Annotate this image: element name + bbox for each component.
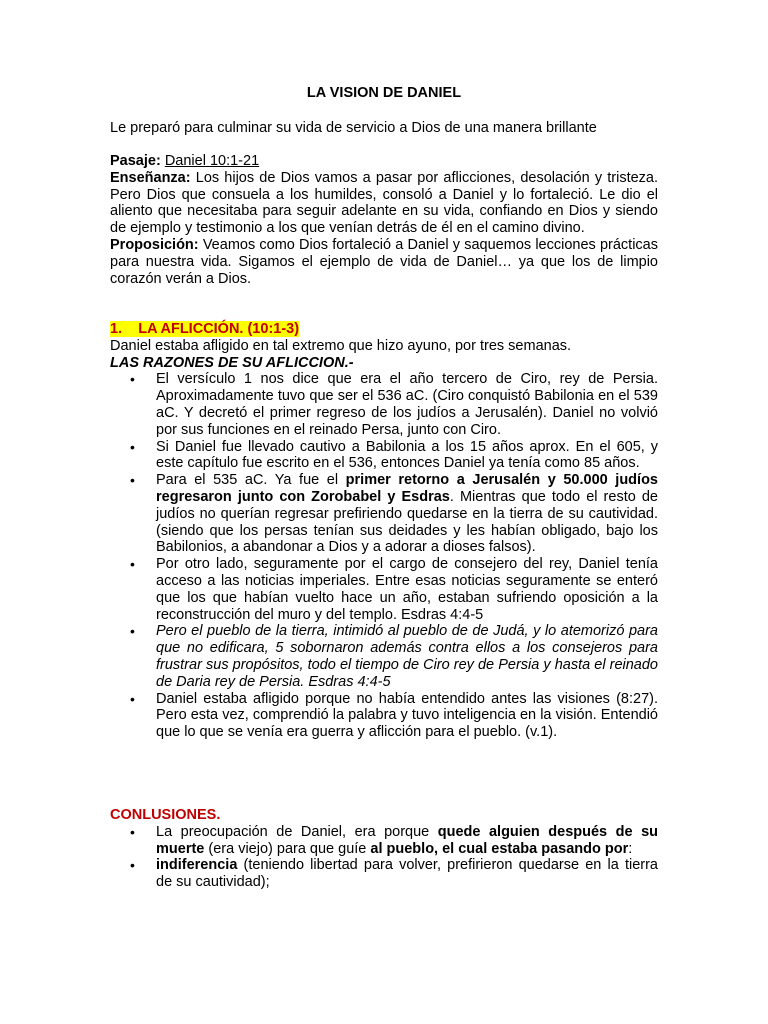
ensenanza-text: Los hijos de Dios vamos a pasar por aflicciones, desolación y tristeza. Pero Dios que consuela a los humildes, consoló a Daniel y lo fortaleció. Le dio el aliento que necesitaba para seguir adelante en su vida, confiando en Dios y siendo de ejemplo y testimonio a los que venían detrás de él en el camino divino. — [110, 169, 658, 237]
bullet-icon: • — [130, 472, 135, 489]
list-item: • El versículo 1 nos dice que era el año tercero de Ciro, rey de Persia. Aproximadamente tuvo que ser el 536 aC. (Ciro conquistó Babilonia en el 539 aC. Y decretó el primer regreso de los judíos a Jerusalén). Daniel no volvió por sus funciones en el reinado Persa, junto con Ciro. — [130, 371, 658, 438]
bullet-icon: • — [130, 556, 135, 573]
conclusiones-list — [110, 824, 658, 891]
list-item: • Pero el pueblo de la tierra, intimidó al pueblo de de Judá, y lo atemorizó para que no edificara, 5 sobornaron además contra ellos a los consejeros para frustrar sus propósitos, todo el tiempo de Ciro rey de Persia y hasta el reinado de Daria rey de Persia. Esdras 4:4-5 — [130, 623, 658, 690]
bullet-icon: • — [130, 371, 135, 388]
ensenanza-paragraph — [110, 170, 658, 237]
bullet-icon: • — [130, 438, 135, 455]
proposicion-paragraph — [110, 237, 658, 287]
section-subheading: LAS RAZONES DE SU AFLICCION.- — [110, 354, 354, 371]
list-item: • Por otro lado, seguramente por el cargo de consejero del rey, Daniel tenía acceso a las noticias imperiales. Entre esas noticias seguramente se enteró que los que habían vuelto hace un año, estaban sufriendo oposición a la reconstrucción del muro y del templo. Esdras 4:4-5 — [130, 556, 658, 623]
list-item: • La preocupación de Daniel, era porque quede alguien después de su muerte (era viejo) para que guíe al pueblo, el cual estaba pasando por: — [130, 823, 658, 857]
section-heading-text: 1. LA AFLICCIÓN. (10:1-3) — [110, 321, 300, 337]
bullet-icon: • — [130, 823, 135, 840]
intro-block — [110, 153, 658, 287]
pasaje-line — [110, 153, 658, 170]
section-heading — [110, 321, 658, 338]
section-intro: Daniel estaba afligido en tal extremo que hizo ayuno, por tres semanas. — [110, 337, 572, 354]
list-item: • Daniel estaba afligido porque no había entendido antes las visiones (8:27). Pero esta vez, comprendió la palabra y tuvo inteligencia en la visión. Entendió que lo que se venía era guerra y aflicción para el pueblo. (v.1). — [130, 690, 658, 741]
section-afliccion — [110, 321, 658, 741]
pasaje-reference: Daniel 10:1-21 — [164, 153, 260, 169]
section-conclusiones — [110, 807, 658, 891]
bullet-icon: • — [130, 623, 135, 640]
proposicion-text: Veamos como Dios fortaleció a Daniel y saquemos lecciones prácticas para nuestra vida. Sigamos el ejemplo de vida de Daniel… ya que los de limpio corazón verán a Dios. — [110, 236, 658, 287]
document-title: LA VISION DE DANIEL — [306, 85, 462, 101]
conclusiones-heading: CONLUSIONES. — [110, 807, 221, 823]
proposicion-label: Proposición: — [110, 236, 199, 253]
bullet-icon: • — [130, 690, 135, 707]
list-item: • Para el 535 aC. Ya fue el primer retorno a Jerusalén y 50.000 judíos regresaron junto con Zorobabel y Esdras. Mientras que todo el resto de judíos no querían regresar prefiriendo quedarse en la tierra de su cautividad. (siendo que los persas tenían sus deidades y les habían obligado, bajo los Babilonios, a abandonar a Dios y a adorar a dioses falsos). — [130, 472, 658, 556]
lead-sentence: Le preparó para culminar su vida de servicio a Dios de una manera brillante — [110, 120, 597, 136]
list-item: • Si Daniel fue llevado cautivo a Babilonia a los 15 años aprox. En el 605, y este capítulo fue escrito en el 536, entonces Daniel ya tenía como 85 años. — [130, 438, 658, 472]
ensenanza-label: Enseñanza: — [110, 169, 191, 186]
pasaje-label: Pasaje: — [110, 153, 161, 169]
bullet-icon: • — [130, 857, 135, 874]
list-item: • indiferencia (teniendo libertad para volver, prefirieron quedarse en la tierra de su cautividad); — [130, 857, 658, 891]
reasons-list — [110, 371, 658, 741]
